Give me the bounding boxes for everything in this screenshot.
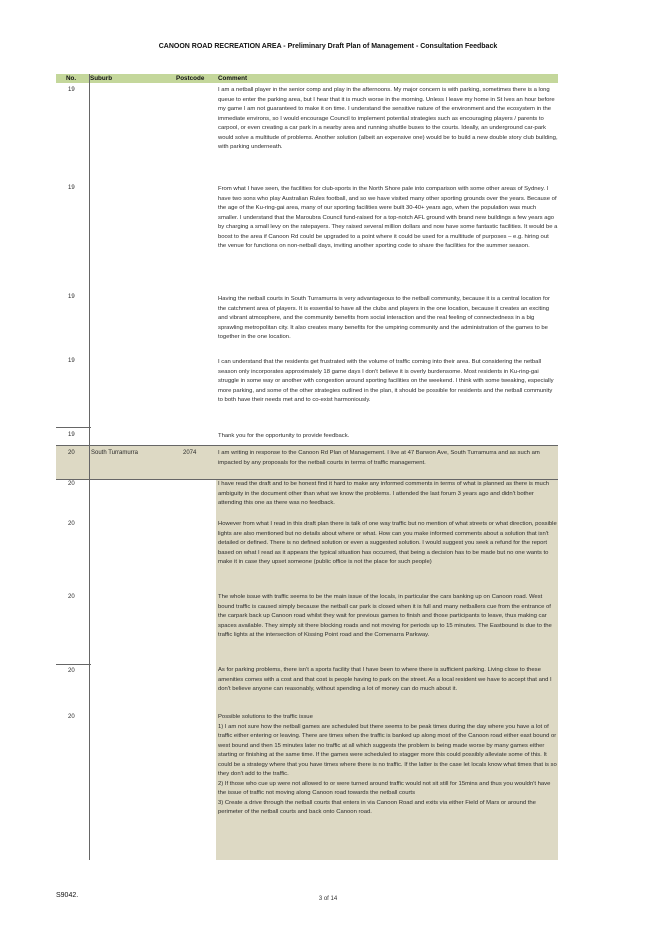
document-reference: S9042.	[56, 892, 79, 899]
row-divider	[56, 427, 91, 428]
comment-text: From what I have seen, the facilities for club-sports in the North Shore pale into comparison with some other areas of Sydney. I have two sons who play Australian Rules football, and so we have visited many other sporting grounds over the years. Because of the age of the Ku-ring-gai area, many of our sporting facilities were built 30-40+ years ago, when the population was much smaller. I understand that the Maroubra Council fund-raised for a top-notch AFL ground with brand new buildings a few years ago by charging a small levy on the ratepayers. They raised several million dollars and now have some fantastic facilities. It would be a boost to the area if Canoon Rd could be upgraded to a point where it could be used for a multitude of purposes – e.g. hiring out the venue for functions on non-netball days, inviting another sporting code to share the facilities for the summer season.	[218, 186, 558, 249]
comment-text: I can understand that the residents get frustrated with the volume of traffic coming into their area. But considering the netball season only incorporates approximately 18 game days I don't believe it is overly burdensome. Most residents in Ku-ring-gai struggle in some way or another with congestion around sporting facilities on the weekend. I think with some tweaking, especially more parking, and some of the other strategies outlined in the plan, it should be possible for residents and the netball community to both have their needs met and to co-exist harmoniously.	[218, 359, 554, 403]
row-number: 20	[68, 714, 75, 720]
row-divider	[56, 664, 91, 665]
comment-text: As for parking problems, there isn't a sports facility that I have been to where there is sufficient parking. Living close to these amenities comes with a cost and that cost is people having to park on the street. As a local resident we have to accept that and I don't believe anyone can reasonably, without spending a lot of money can do much about it.	[218, 667, 552, 692]
comment-text: Possible solutions to the traffic issue 1) I am not sure how the netball games are scheduled but there seems to be peak times during the day where you have a lot of traffic either entering or leaving. There are times when the traffic is banked up along most of the Canoon road either east bound or west bound and then 15 minutes later no traffic at all which suggests the problem is being made worse by many games either starting or finishing at the same time. If the games were scheduled to stagger more this could possibly alleviate some of this. It could be a strategy where that you have times where there is no traffic. If the latter is the case let locals know what times that is so they don't add to the traffic. 2) If those who cue up were not allowed to or were turned around traffic would not sit still for 15mins and thus you wouldn't have the issue of traffic not moving along Canoon road towards the netball courts 3) Create a drive through the netball courts that enters in via Canoon Road and exits via either Field of Mars or around the perimeter of the netball courts and back onto Canoon road.	[218, 714, 557, 815]
header-postcode: Postcode	[176, 75, 205, 82]
header-suburb: Suburb	[90, 75, 113, 82]
comment-text: However from what I read in this draft plan there is talk of one way traffic but no mention of what streets or what direction, possible lights are also mentioned but no details about where or what. How can you make informed comments about a solution that isn't detailed or defined. There is no defined solution or even a suggested solution. I would suggest you seek a refund for the report based on what I read as it appears the typical situation has occurred, that being a decision has to be made but no one wants to make it in case they upset someone (public office is not the place for such people)	[218, 521, 557, 565]
row-number: 19	[68, 87, 75, 93]
row-suburb: South Turramurra	[91, 450, 139, 456]
row-divider	[56, 445, 558, 446]
row-number: 19	[68, 185, 75, 191]
row-number: 19	[68, 294, 75, 300]
comment-text: Having the netball courts in South Turramurra is very advantageous to the netball community, because it is a central location for the catchment area of players. It is essential to have all the clubs and players in the one location, because it creates an exciting and vibrant atmosphere, and the community benefits from social interaction and the real feeling of connectedness in a big sprawling metropolitan city. It also creates many benefits for the umpiring community and the administration of the games to be together in the one location.	[218, 296, 550, 340]
row-number: 19	[68, 358, 75, 364]
row-postcode: 2074	[183, 450, 197, 456]
header-comment: Comment	[218, 75, 248, 82]
row-number: 20	[68, 450, 75, 456]
header-no: No.	[66, 75, 77, 82]
row-number: 20	[68, 668, 75, 674]
document-title: CANOON ROAD RECREATION AREA - Preliminary Draft Plan of Management - Consultation Feedback	[158, 43, 498, 50]
comment-text: The whole issue with traffic seems to be the main issue of the locals, in particular the cars banking up on Canoon road. West bound traffic is caused simply because the netball car park is closed when it is full and many netballers cue from the entrance of the carpark back up Canoon road whilst they wait for previous games to finish and those participants to leave, thus making car spaces available. They simply sit there blocking roads and not moving for periods up to 15 minutes. The Eastbound is due to the traffic lights at the intersection of Kissing Point road and the Comenarra Parkway.	[218, 594, 552, 638]
comment-text: I am writing in response to the Canoon Rd Plan of Management. I live at 47 Barwon Ave, South Turramurra and as such am impacted by any proposals for the netball courts in terms of traffic management.	[218, 450, 540, 466]
comment-text: I have read the draft and to be honest find it hard to make any informed comments in terms of what is planned as there is much ambiguity in the document other than what we know the problems. I attended the last forum 3 years ago and didn't bother attending this one as there was no feedback.	[218, 481, 550, 506]
header-divider	[89, 74, 90, 83]
row-number: 20	[68, 594, 75, 600]
row-number: 20	[68, 481, 75, 487]
column-divider	[89, 83, 90, 860]
page-number: 3 of 14	[318, 896, 338, 902]
comment-text: I am a netball player in the senior comp and play in the afternoons. My major concern is with parking, sometimes there is a long queue to enter the parking area, but I hear that it is much worse in the morning. Unless I leave my home in St Ives an hour before my game I am not guaranteed to make it on time. I understand the sensitive nature of the environment and the ecosystem in the immediate environs, so I would encourage Council to implement potential strategies such as encouraging players / parents to carpool, or even creating a car park in a nearby area and running shuttle buses to the courts. Ideally, an underground car-park would solve a multitude of problems. Another solution (albeit an expensive one) would be to build a new double story club building, with parking underneath.	[218, 87, 558, 150]
comment-text: Thank you for the opportunity to provide feedback.	[218, 433, 350, 439]
row-number: 20	[68, 521, 75, 527]
table-header	[56, 74, 558, 83]
row-number: 19	[68, 432, 75, 438]
